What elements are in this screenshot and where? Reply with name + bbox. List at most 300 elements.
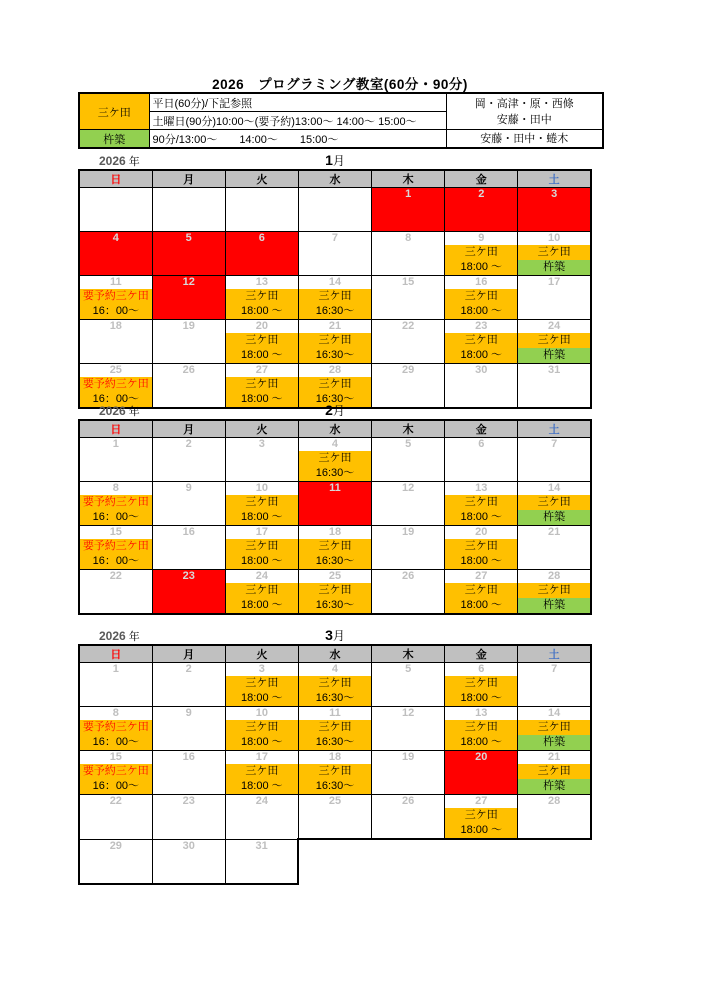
- event-label: 三ケ田: [518, 583, 590, 598]
- day-number: 5: [405, 438, 412, 450]
- day-cell[interactable]: [298, 276, 371, 320]
- day-number: 31: [255, 839, 268, 852]
- day-number: 3: [258, 663, 265, 675]
- day-cell[interactable]: [79, 276, 152, 320]
- day-cell[interactable]: [372, 795, 445, 840]
- day-cell[interactable]: [298, 663, 371, 707]
- day-cell[interactable]: [445, 795, 518, 840]
- day-cell[interactable]: [445, 482, 518, 526]
- day-number: 25: [328, 795, 342, 807]
- event-label: 16:30～: [299, 691, 371, 706]
- day-number: 7: [331, 232, 339, 244]
- week-row: [79, 707, 591, 751]
- day-number: 21: [548, 526, 561, 538]
- event-label: 18:00 ～: [226, 510, 298, 525]
- day-cell[interactable]: [298, 526, 371, 570]
- event-label: 三ケ田: [299, 377, 371, 392]
- day-number: 9: [185, 707, 192, 719]
- legend-mikata-weekday-info: 平日(60分)/下記参照: [149, 93, 446, 112]
- day-cell[interactable]: [152, 707, 225, 751]
- month-label: [78, 627, 592, 644]
- day-cell[interactable]: [79, 320, 152, 364]
- day-cell[interactable]: [225, 276, 298, 320]
- day-cell[interactable]: [372, 276, 445, 320]
- event-label: 三ケ田: [226, 289, 298, 304]
- day-number: 10: [255, 707, 268, 719]
- event-label: 要予約三ケ田: [80, 720, 152, 735]
- day-number: 8: [405, 232, 412, 244]
- day-number: 1: [405, 188, 412, 200]
- day-cell[interactable]: [445, 707, 518, 751]
- holiday-cell[interactable]: [152, 276, 225, 320]
- day-number: 4: [112, 232, 119, 244]
- event-label: 18:00 ～: [226, 598, 298, 613]
- day-number: 1: [112, 663, 119, 675]
- day-cell[interactable]: [79, 839, 152, 884]
- day-number: 4: [331, 663, 339, 675]
- event-label: 要予約三ケ田: [80, 539, 152, 554]
- day-cell[interactable]: [518, 795, 591, 840]
- day-cell[interactable]: [79, 795, 152, 840]
- day-number: 7: [551, 438, 558, 450]
- day-number: 31: [548, 364, 561, 376]
- day-number: 8: [112, 707, 119, 719]
- day-number: 10: [255, 482, 268, 494]
- event-label: 三ケ田: [445, 245, 517, 260]
- month-label: [78, 152, 592, 169]
- day-number: 26: [402, 795, 415, 807]
- day-number: [226, 188, 298, 201]
- weekday-header: 木: [372, 645, 445, 663]
- event-label: 三ケ田: [226, 539, 298, 554]
- day-cell[interactable]: [372, 232, 445, 276]
- day-number: 19: [402, 751, 415, 763]
- event-label: 三ケ田: [299, 764, 371, 779]
- year-suffix: 年: [128, 156, 140, 168]
- day-number: 30: [182, 839, 195, 852]
- event-label: 杵築: [518, 598, 590, 613]
- day-number: 16: [182, 526, 195, 538]
- event-label: 16:30～: [299, 554, 371, 569]
- week-row: [79, 276, 591, 320]
- event-label: 16：00～: [80, 735, 152, 750]
- holiday-cell[interactable]: [445, 751, 518, 795]
- day-number: 14: [548, 707, 561, 719]
- weekday-header: 火: [225, 420, 298, 438]
- weekday-header: 日: [79, 420, 152, 438]
- day-cell[interactable]: [298, 707, 371, 751]
- month-suffix: 月: [332, 154, 345, 168]
- day-cell[interactable]: [152, 795, 225, 840]
- day-number: 24: [548, 320, 561, 332]
- day-number: 28: [328, 364, 342, 376]
- event-label: 16：00～: [80, 779, 152, 794]
- no-cell: [372, 839, 445, 884]
- page-title: 2026 プログラミング教室(60分・90分): [212, 77, 468, 92]
- legend-kitsuki-teachers: 安藤・田中・蜷木: [446, 130, 603, 149]
- empty-day-cell[interactable]: [79, 188, 152, 232]
- day-cell[interactable]: [79, 751, 152, 795]
- day-number: 13: [475, 482, 488, 494]
- day-cell[interactable]: [372, 320, 445, 364]
- week-row: [79, 320, 591, 364]
- teacher-line: 安藤・田中: [496, 113, 552, 126]
- day-number: 26: [402, 570, 415, 582]
- day-number: 25: [109, 364, 122, 376]
- weekday-header: 日: [79, 170, 152, 188]
- holiday-cell[interactable]: [152, 232, 225, 276]
- day-cell[interactable]: [298, 795, 371, 840]
- year-number: 2026: [99, 404, 126, 418]
- event-label: 三ケ田: [299, 333, 371, 348]
- day-number: 18: [109, 320, 122, 332]
- event-label: 16:30～: [299, 598, 371, 613]
- weekday-header-row: [79, 170, 591, 188]
- day-number: 27: [475, 570, 488, 582]
- event-label: 杵築: [518, 260, 590, 275]
- event-label: 三ケ田: [299, 720, 371, 735]
- day-number: 15: [402, 276, 415, 288]
- day-number: 17: [255, 526, 268, 538]
- weekday-header: 土: [518, 170, 591, 188]
- event-label: 18:00 ～: [226, 735, 298, 750]
- day-cell[interactable]: [518, 320, 591, 364]
- day-cell[interactable]: [225, 320, 298, 364]
- day-number: 29: [109, 839, 122, 852]
- day-cell[interactable]: [225, 663, 298, 707]
- day-number: 9: [478, 232, 485, 244]
- day-number: 13: [255, 276, 268, 288]
- day-number: [153, 188, 225, 201]
- event-label: 16：00～: [80, 392, 152, 407]
- calendar-month-3: [78, 627, 592, 885]
- day-number: 28: [548, 795, 561, 807]
- day-number: 12: [402, 707, 415, 719]
- day-number: 6: [478, 438, 485, 450]
- day-number: 17: [255, 751, 268, 763]
- day-number: 24: [255, 570, 268, 582]
- event-label: 18:00 ～: [226, 691, 298, 706]
- day-number: 14: [548, 482, 561, 494]
- year-number: 2026: [99, 154, 126, 168]
- day-number: 17: [548, 276, 561, 288]
- event-label: 三ケ田: [518, 333, 590, 348]
- day-cell[interactable]: [372, 526, 445, 570]
- event-label: 三ケ田: [299, 289, 371, 304]
- month-header: [78, 402, 592, 419]
- event-label: 16:30～: [299, 304, 371, 319]
- day-number: 20: [475, 751, 488, 763]
- week-row: [79, 526, 591, 570]
- day-cell[interactable]: [79, 526, 152, 570]
- day-number: 18: [328, 751, 342, 763]
- event-label: 16:30～: [299, 735, 371, 750]
- event-label: 要予約三ケ田: [80, 289, 152, 304]
- day-number: 22: [402, 320, 415, 332]
- event-label: 18:00 ～: [226, 779, 298, 794]
- day-cell[interactable]: [372, 663, 445, 707]
- event-label: 要予約三ケ田: [80, 495, 152, 510]
- event-label: 三ケ田: [445, 333, 517, 348]
- event-label: 三ケ田: [445, 583, 517, 598]
- empty-day-cell[interactable]: [152, 188, 225, 232]
- day-number: 16: [475, 276, 488, 288]
- event-label: 16：00～: [80, 554, 152, 569]
- day-cell[interactable]: [152, 751, 225, 795]
- event-label: 三ケ田: [518, 495, 590, 510]
- month-header: [78, 152, 592, 169]
- day-cell[interactable]: [152, 839, 225, 884]
- day-number: 8: [112, 482, 119, 494]
- day-cell[interactable]: [79, 707, 152, 751]
- day-number: [299, 188, 371, 201]
- calendar-month-1: [78, 152, 592, 409]
- day-number: 11: [329, 707, 341, 719]
- event-label: 要予約三ケ田: [80, 764, 152, 779]
- event-label: 18:00 ～: [445, 735, 517, 750]
- day-number: 20: [475, 526, 488, 538]
- day-cell[interactable]: [518, 438, 591, 482]
- holiday-cell[interactable]: [445, 188, 518, 232]
- day-number: 6: [258, 232, 265, 244]
- holiday-cell[interactable]: [518, 188, 591, 232]
- weekday-header: 水: [298, 645, 371, 663]
- day-cell[interactable]: [298, 320, 371, 364]
- event-label: 三ケ田: [226, 676, 298, 691]
- day-cell[interactable]: [518, 276, 591, 320]
- day-number: 1: [112, 438, 119, 450]
- day-cell[interactable]: [518, 707, 591, 751]
- event-label: 18:00 ～: [445, 598, 517, 613]
- week-row: [79, 570, 591, 615]
- week-row: [79, 663, 591, 707]
- event-label: 18:00 ～: [445, 348, 517, 363]
- day-number: 16: [182, 751, 195, 763]
- weekday-header: 月: [152, 170, 225, 188]
- weekday-header: 月: [152, 645, 225, 663]
- weekday-header: 火: [225, 645, 298, 663]
- day-number: 2: [185, 438, 192, 450]
- event-label: 三ケ田: [518, 764, 590, 779]
- day-cell[interactable]: [445, 663, 518, 707]
- day-cell[interactable]: [152, 320, 225, 364]
- weekday-header: 木: [372, 420, 445, 438]
- event-label: 三ケ田: [226, 333, 298, 348]
- weekday-header: 水: [298, 420, 371, 438]
- day-cell[interactable]: [79, 438, 152, 482]
- day-cell[interactable]: [225, 438, 298, 482]
- event-label: 杵築: [518, 779, 590, 794]
- month-header: [78, 627, 592, 644]
- weekday-header: 木: [372, 170, 445, 188]
- weekday-header: 土: [518, 420, 591, 438]
- event-label: 三ケ田: [445, 676, 517, 691]
- day-number: 9: [185, 482, 192, 494]
- calendar-month-2: [78, 402, 592, 615]
- month-number: 1: [325, 152, 333, 168]
- year-number: 2026: [99, 629, 126, 643]
- event-label: 杵築: [518, 510, 590, 525]
- day-cell[interactable]: [445, 526, 518, 570]
- day-cell[interactable]: [298, 570, 371, 615]
- day-number: 2: [478, 188, 485, 200]
- holiday-cell[interactable]: [372, 188, 445, 232]
- event-label: 18:00 ～: [445, 260, 517, 275]
- legend-location-mikata: 三ケ田: [79, 93, 149, 130]
- day-cell[interactable]: [445, 570, 518, 615]
- day-number: 24: [255, 795, 268, 807]
- day-number: 28: [548, 570, 561, 582]
- event-label: 三ケ田: [226, 495, 298, 510]
- event-label: 三ケ田: [445, 495, 517, 510]
- day-number: 19: [182, 320, 195, 332]
- weekday-header: 火: [225, 170, 298, 188]
- day-cell[interactable]: [79, 663, 152, 707]
- day-number: 19: [402, 526, 415, 538]
- day-number: 13: [475, 707, 488, 719]
- event-label: 三ケ田: [445, 808, 517, 823]
- day-number: 5: [185, 232, 192, 244]
- event-label: 18:00 ～: [226, 554, 298, 569]
- day-number: 22: [109, 795, 122, 807]
- year-suffix: 年: [128, 631, 140, 643]
- event-label: 三ケ田: [226, 720, 298, 735]
- day-cell[interactable]: [225, 526, 298, 570]
- holiday-cell[interactable]: [225, 232, 298, 276]
- day-cell[interactable]: [518, 482, 591, 526]
- day-cell[interactable]: [225, 839, 298, 884]
- holiday-cell[interactable]: [152, 570, 225, 615]
- event-label: 18:00 ～: [445, 510, 517, 525]
- day-cell[interactable]: [372, 707, 445, 751]
- day-cell[interactable]: [518, 232, 591, 276]
- day-cell[interactable]: [225, 707, 298, 751]
- day-number: 11: [329, 482, 341, 494]
- legend-kitsuki-info: 90分/13:00～ 14:00～ 15:00～: [149, 130, 446, 149]
- day-cell[interactable]: [372, 438, 445, 482]
- weekday-header: 月: [152, 420, 225, 438]
- month-number: 3: [325, 627, 333, 643]
- legend-location-kitsuki: 杵築: [79, 130, 149, 149]
- holiday-cell[interactable]: [298, 482, 371, 526]
- day-number: 10: [548, 232, 561, 244]
- event-label: 16:30～: [299, 779, 371, 794]
- week-row: [79, 795, 591, 840]
- day-cell[interactable]: [298, 232, 371, 276]
- empty-day-cell[interactable]: [298, 188, 371, 232]
- event-label: 三ケ田: [518, 720, 590, 735]
- event-label: 16：00～: [80, 304, 152, 319]
- day-cell[interactable]: [518, 526, 591, 570]
- month-number: 2: [325, 402, 333, 418]
- legend-mikata-saturday-info: 土曜日(90分)10:00～(要予約)13:00～ 14:00～ 15:00～: [149, 112, 446, 130]
- day-cell[interactable]: [518, 751, 591, 795]
- event-label: 16：00～: [80, 510, 152, 525]
- day-cell[interactable]: [445, 438, 518, 482]
- day-cell[interactable]: [445, 232, 518, 276]
- day-number: 14: [328, 276, 342, 288]
- event-label: 16:30～: [299, 392, 371, 407]
- event-label: 三ケ田: [445, 539, 517, 554]
- holiday-cell[interactable]: [79, 232, 152, 276]
- day-cell[interactable]: [372, 570, 445, 615]
- event-label: 三ケ田: [445, 289, 517, 304]
- week-row: [79, 232, 591, 276]
- event-label: 18:00 ～: [226, 304, 298, 319]
- no-cell: [518, 839, 591, 884]
- calendar-grid: [78, 419, 592, 615]
- day-number: 12: [182, 276, 195, 288]
- day-cell[interactable]: [152, 438, 225, 482]
- weekday-header: 土: [518, 645, 591, 663]
- day-cell[interactable]: [225, 751, 298, 795]
- event-label: 三ケ田: [299, 676, 371, 691]
- day-cell[interactable]: [445, 320, 518, 364]
- week-row: [79, 482, 591, 526]
- day-cell[interactable]: [152, 663, 225, 707]
- event-label: 16:30～: [299, 348, 371, 363]
- event-label: 18:00 ～: [445, 304, 517, 319]
- day-number: [80, 188, 152, 201]
- day-number: 4: [331, 438, 339, 450]
- month-label: [78, 402, 592, 419]
- day-cell[interactable]: [79, 482, 152, 526]
- day-cell[interactable]: [152, 482, 225, 526]
- day-cell[interactable]: [445, 276, 518, 320]
- day-cell[interactable]: [225, 482, 298, 526]
- day-cell[interactable]: [225, 795, 298, 840]
- day-number: 7: [551, 663, 558, 675]
- day-cell[interactable]: [225, 570, 298, 615]
- day-number: 29: [402, 364, 415, 376]
- day-number: 11: [110, 276, 122, 288]
- event-label: 18:00 ～: [445, 691, 517, 706]
- week-row: [79, 188, 591, 232]
- day-number: 18: [328, 526, 342, 538]
- day-cell[interactable]: [372, 482, 445, 526]
- empty-day-cell[interactable]: [225, 188, 298, 232]
- day-cell[interactable]: [518, 570, 591, 615]
- day-cell[interactable]: [79, 570, 152, 615]
- day-number: 15: [109, 526, 122, 538]
- event-label: 杵築: [518, 348, 590, 363]
- day-cell[interactable]: [518, 663, 591, 707]
- event-label: 三ケ田: [445, 720, 517, 735]
- day-cell[interactable]: [152, 526, 225, 570]
- event-label: 18:00 ～: [226, 392, 298, 407]
- day-number: 20: [255, 320, 268, 332]
- day-number: 3: [258, 438, 265, 450]
- month-suffix: 月: [332, 404, 345, 418]
- day-cell[interactable]: [372, 751, 445, 795]
- day-number: 21: [328, 320, 342, 332]
- week-row: [79, 839, 591, 884]
- day-number: 23: [182, 795, 195, 807]
- month-suffix: 月: [332, 629, 345, 643]
- calendar-grid: [78, 169, 592, 409]
- week-row: [79, 438, 591, 482]
- event-label: 18:00 ～: [226, 348, 298, 363]
- day-number: 27: [475, 795, 488, 807]
- weekday-header-row: [79, 645, 591, 663]
- calendar-grid: [78, 644, 592, 885]
- day-cell[interactable]: [298, 751, 371, 795]
- year-suffix: 年: [128, 406, 140, 418]
- day-cell[interactable]: [298, 438, 371, 482]
- day-number: 12: [402, 482, 415, 494]
- event-label: 三ケ田: [226, 764, 298, 779]
- event-label: 三ケ田: [518, 245, 590, 260]
